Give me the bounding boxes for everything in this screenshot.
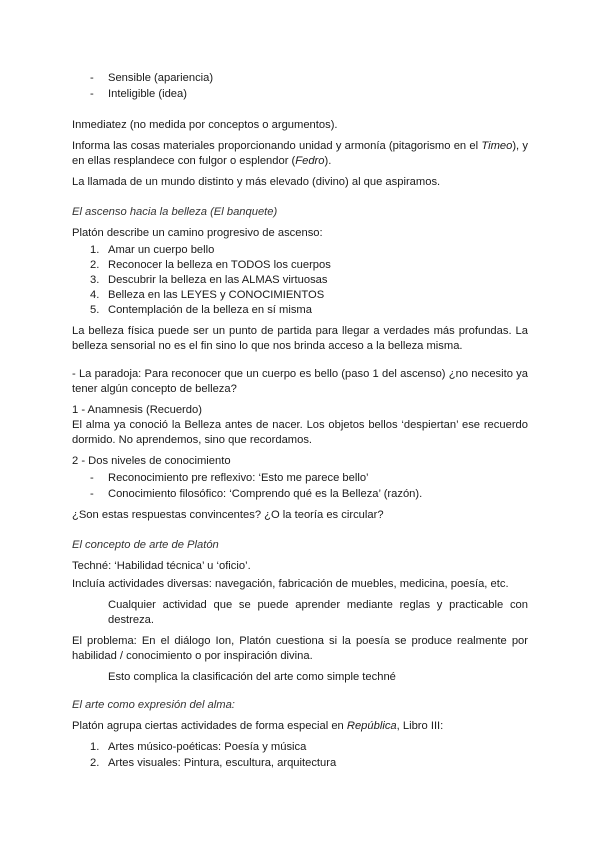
subheading-niveles: 2 - Dos niveles de conocimiento: [72, 455, 231, 467]
list-number: 4.: [90, 289, 100, 301]
subheading-anamnesis: 1 - Anamnesis (Recuerdo): [72, 404, 202, 416]
list-item: Belleza en las LEYES y CONOCIMIENTOS: [108, 289, 325, 301]
list-item: Reconocer la belleza en TODOS los cuerpos: [108, 259, 331, 271]
paragraph-informa-line1: Informa las cosas materiales proporcionando unidad y armonía (pitagorismo en el Timeo), y: [72, 140, 528, 152]
paragraph-paradoja-line1: - La paradoja: Para reconocer que un cuerpo es bello (paso 1 del ascenso) ¿no necesito ya: [72, 368, 528, 380]
list-number: 1.: [90, 741, 100, 753]
list-item: Contemplación de la belleza en sí misma: [108, 304, 312, 316]
paragraph-llamada: La llamada de un mundo distinto y más elevado (divino) al que aspiramos.: [72, 176, 441, 188]
paragraph-informa-line2: en ellas resplandece con fulgor o esplendor (Fedro).: [72, 155, 332, 167]
bullet-sensible: Sensible (apariencia): [108, 72, 214, 84]
list-number: 3.: [90, 274, 100, 286]
paragraph-techne: Techné: ‘Habilidad técnica’ u ‘oficio’.: [72, 560, 251, 572]
list-item: Artes visuales: Pintura, escultura, arquitectura: [108, 757, 337, 769]
paragraph-problema-line1: El problema: En el diálogo Ion, Platón cuestiona si la poesía se produce realmente por: [72, 635, 528, 647]
paragraph-problema-line2: habilidad / conocimiento o por inspiración divina.: [72, 650, 313, 662]
list-number: 2.: [90, 757, 100, 769]
paragraph-anamnesis-line2: dormido. No aprendemos, sino que recordamos.: [72, 434, 313, 446]
list-number: 2.: [90, 259, 100, 271]
bullet-dash: -: [90, 488, 94, 500]
bullet-dash: -: [90, 72, 94, 84]
bullet-dash: -: [90, 88, 94, 100]
paragraph-convincentes: ¿Son estas respuestas convincentes? ¿O la teoría es circular?: [72, 509, 384, 521]
bullet-inteligible: Inteligible (idea): [108, 88, 187, 100]
bullet-conocimiento: Conocimiento filosófico: ‘Comprendo qué es la Belleza’ (razón).: [108, 488, 423, 500]
paragraph-belleza-line1: La belleza física puede ser un punto de partida para llegar a verdades más profundas. La: [72, 325, 528, 337]
paragraph-paradoja-line2: tener algún concepto de belleza?: [72, 383, 237, 395]
bullet-reconocimiento: Reconocimiento pre reflexivo: ‘Esto me parece bello’: [108, 472, 369, 484]
paragraph-anamnesis-line1: El alma ya conoció la Belleza antes de nacer. Los objetos bellos ‘despiertan’ ese recuerdo: [72, 419, 528, 431]
paragraph-platon-describe: Platón describe un camino progresivo de ascenso:: [72, 227, 323, 239]
heading-expresion-alma: El arte como expresión del alma:: [72, 699, 235, 711]
paragraph-cualquier-line1: Cualquier actividad que se puede aprender mediante reglas y practicable con: [108, 599, 528, 611]
heading-concepto-arte: El concepto de arte de Platón: [72, 539, 219, 551]
paragraph-agrupa: Platón agrupa ciertas actividades de forma especial en República, Libro III:: [72, 720, 444, 732]
paragraph-complica: Esto complica la clasificación del arte como simple techné: [108, 671, 396, 683]
list-number: 5.: [90, 304, 100, 316]
list-item: Descubrir la belleza en las ALMAS virtuosas: [108, 274, 328, 286]
paragraph-incluia: Incluía actividades diversas: navegación, fabricación de muebles, medicina, poesía, etc.: [72, 578, 509, 590]
list-item: Artes músico-poéticas: Poesía y música: [108, 741, 307, 753]
heading-ascenso: El ascenso hacia la belleza (El banquete): [72, 206, 278, 218]
bullet-dash: -: [90, 472, 94, 484]
list-number: 1.: [90, 244, 100, 256]
paragraph-inmediatez: Inmediatez (no medida por conceptos o argumentos).: [72, 119, 338, 131]
paragraph-cualquier-line2: destreza.: [108, 614, 155, 626]
paragraph-belleza-line2: belleza sensorial no es el fin sino lo que nos brinda acceso a la belleza misma.: [72, 340, 463, 352]
list-item: Amar un cuerpo bello: [108, 244, 215, 256]
